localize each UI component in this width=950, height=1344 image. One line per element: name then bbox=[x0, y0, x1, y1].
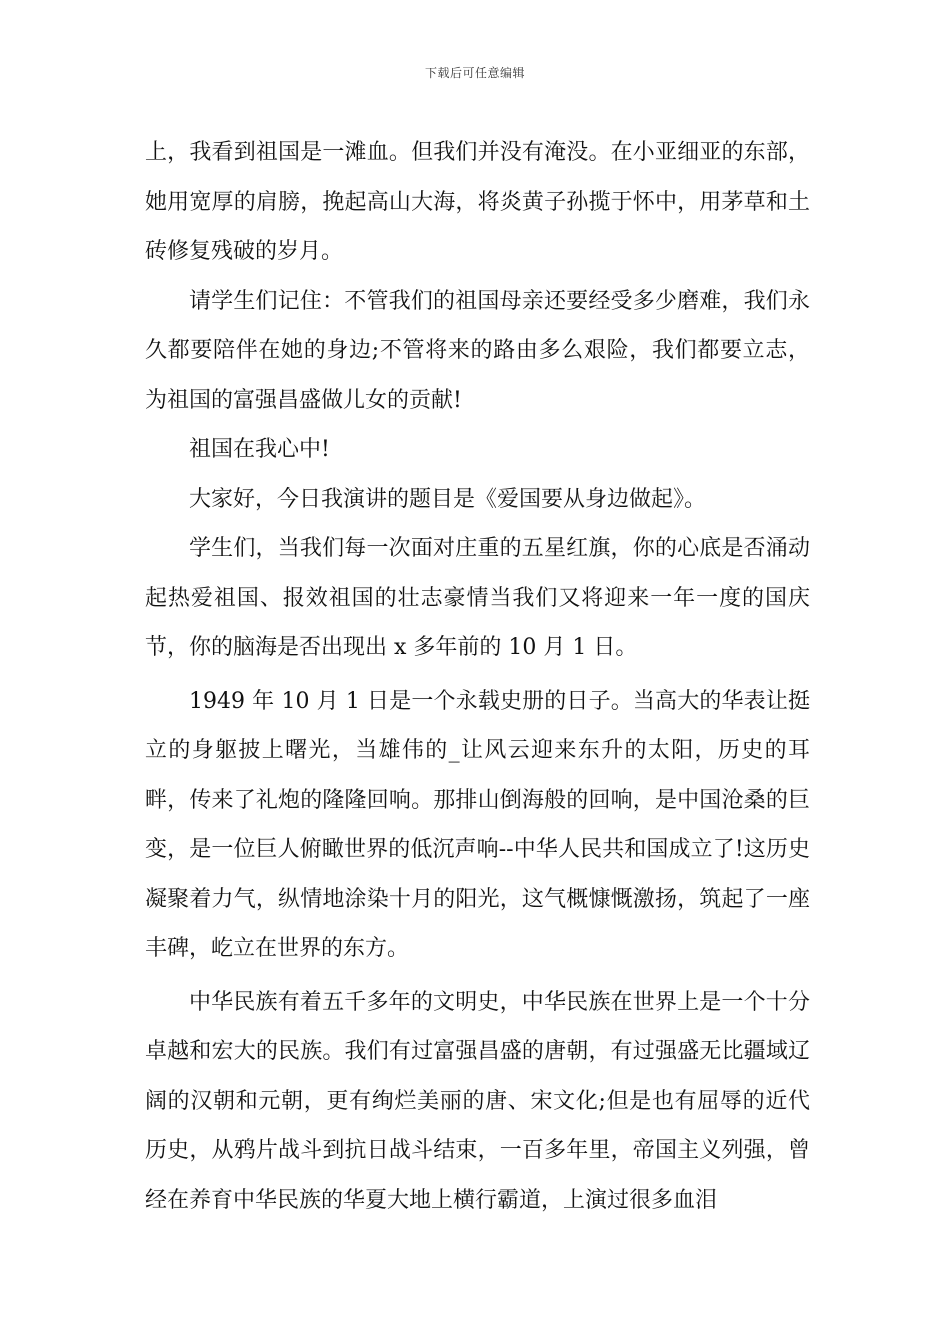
page-header-note: 下载后可任意编辑 bbox=[424, 66, 525, 80]
paragraph-7: 中华民族有着五千多年的文明史，中华民族在世界上是一个十分卓越和宏大的民族。我们有过富强昌盛的唐朝，有过强盛无比疆域辽阔的汉朝和元朝，更有绚烂美丽的唐、宋文化;但是也有屈辱的近代历史，从鸦片战斗到抗日战斗结束，一百多年里，帝国主义列强，曾经在养育中华民族的华夏大地上横行霸道，上演过很多血泪 bbox=[145, 989, 810, 1213]
paragraph-5: 学生们，当我们每一次面对庄重的五星红旗，你的心底是否涌动起热爱祖国、报效祖国的壮志豪情当我们又将迎来一年一度的国庆节，你的脑海是否出现出 x 多年前的 10 月 1 日。 bbox=[145, 536, 810, 660]
paragraph-4: 大家好，今日我演讲的题目是《爱国要从身边做起》。 bbox=[189, 486, 707, 512]
paragraph-6: 1949 年 10 月 1 日是一个永载史册的日子。当高大的华表让挺立的身躯披上曙光，当雄伟的_让风云迎来东升的太阳，历史的耳畔，传来了礼炮的隆隆回响。那排山倒海般的回响，是中国沧桑的巨变，是一位巨人俯瞰世界的低沉声响--中华人民共和国成立了!这历史凝聚着力气，纵情地涂染十月的阳光，这气概慷慨激扬，筑起了一座丰碑，屹立在世界的东方。 bbox=[145, 688, 810, 961]
document-body bbox=[145, 128, 810, 1225]
paragraph-1: 上，我看到祖国是一滩血。但我们并没有淹没。在小亚细亚的东部，她用宽厚的肩膀，挽起高山大海，将炎黄子孙揽于怀中，用茅草和土砖修复残破的岁月。 bbox=[145, 140, 810, 264]
paragraph-3: 祖国在我心中! bbox=[189, 437, 330, 462]
paragraph-2: 请学生们记住：不管我们的祖国母亲还要经受多少磨难，我们永久都要陪伴在她的身边;不管将来的路由多么艰险，我们都要立志，为祖国的富强昌盛做儿女的贡献! bbox=[145, 288, 810, 413]
